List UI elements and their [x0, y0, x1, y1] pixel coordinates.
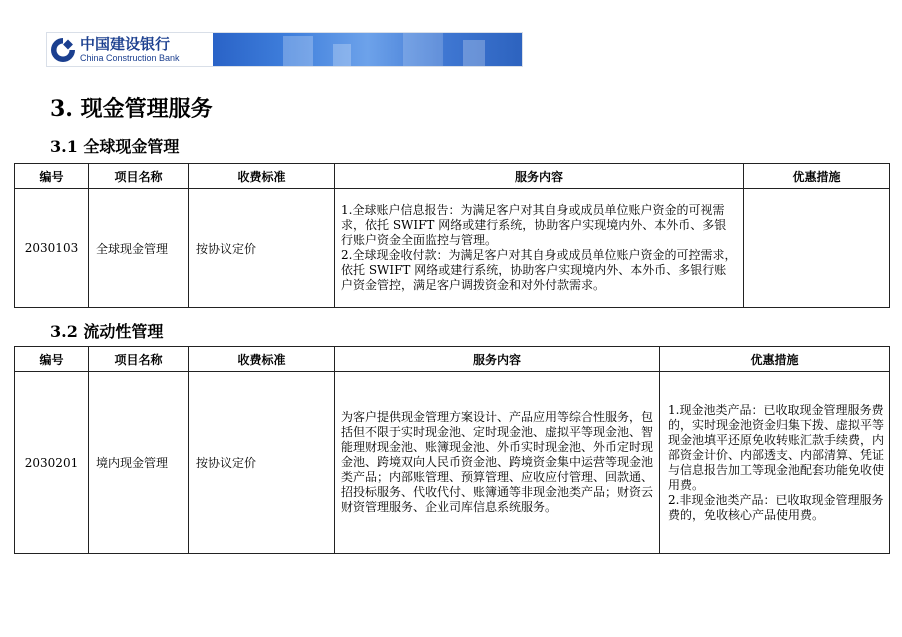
item-name: 境内现金管理 — [89, 372, 189, 554]
item-name: 全球现金管理 — [89, 189, 189, 308]
table-header-row — [15, 347, 890, 372]
item-code: 2030103 — [15, 189, 89, 308]
table-row — [15, 189, 890, 308]
table-header-row — [15, 164, 890, 189]
col-header-content: 服务内容 — [335, 164, 744, 189]
global-cash-table — [14, 163, 890, 308]
bank-header-banner — [46, 32, 523, 67]
section-heading-global-cash: 3.1 全球现金管理 — [50, 137, 180, 156]
table-row — [15, 372, 890, 554]
item-discount — [744, 189, 890, 308]
item-discount — [660, 372, 890, 554]
discount-paragraph: 2.非现金池类产品：已收取现金管理服务费的，免收核心产品使用费。 — [668, 492, 884, 522]
liquidity-table — [14, 346, 890, 554]
col-header-code: 编号 — [15, 164, 89, 189]
bank-name-cn: 中国建设银行 — [80, 34, 171, 53]
page-title: 3. 现金管理服务 — [50, 96, 213, 122]
col-header-name: 项目名称 — [89, 347, 189, 372]
item-fee: 按协议定价 — [189, 189, 335, 308]
item-content — [335, 372, 660, 554]
col-header-discount: 优惠措施 — [744, 164, 890, 189]
bank-logo — [47, 33, 213, 66]
content-paragraph: 1.全球账户信息报告：为满足客户对其自身或成员单位账户资金的可视需求，依托 SWIFT 网络或建行系统，协助客户实现境内外、本外币、多银行账户资金全面监控与管理。 — [341, 203, 727, 247]
section-heading-liquidity: 3.2 流动性管理 — [50, 322, 164, 341]
content-paragraph: 为客户提供现金管理方案设计、产品应用等综合性服务，包括但不限于实时现金池、定时现金池、虚拟平等现金池、智能理财现金池、账簿现金池、外币实时现金池、外币定时现金池、跨境双向人民币资金池、跨境资金集中运营等现金池类产品；内部账管理、预算管理、应收应付管理、回款通、招投标服务、代收代付、账簿通等非现金池类产品；财资云财资管理服务、企业司库信息系统服务。 — [341, 410, 654, 514]
col-header-name: 项目名称 — [89, 164, 189, 189]
content-paragraph: 2.全球现金收付款：为满足客户对其自身或成员单位账户资金的可控需求，依托 SWIFT 网络或建行系统，协助客户实现境内外、本外币、多银行账户资金管控，满足客户调拨资金和对外付款需求。 — [341, 248, 737, 292]
col-header-fee: 收费标准 — [189, 347, 335, 372]
item-code: 2030201 — [15, 372, 89, 554]
col-header-discount: 优惠措施 — [660, 347, 890, 372]
ccb-logo-icon — [50, 37, 76, 63]
col-header-content: 服务内容 — [335, 347, 660, 372]
bank-name-en: China Construction Bank — [80, 52, 180, 63]
banner-graphic — [213, 33, 522, 66]
item-fee: 按协议定价 — [189, 372, 335, 554]
col-header-fee: 收费标准 — [189, 164, 335, 189]
item-content — [335, 189, 744, 308]
discount-paragraph: 1.现金池类产品：已收取现金管理服务费的，实时现金池资金归集下拨、虚拟平等现金池填平还原免收转账汇款手续费，内部资金计价、内部透支、内部清算、凭证与信息报告加工等现金池配套功能免收使用费。 — [668, 402, 885, 492]
col-header-code: 编号 — [15, 347, 89, 372]
